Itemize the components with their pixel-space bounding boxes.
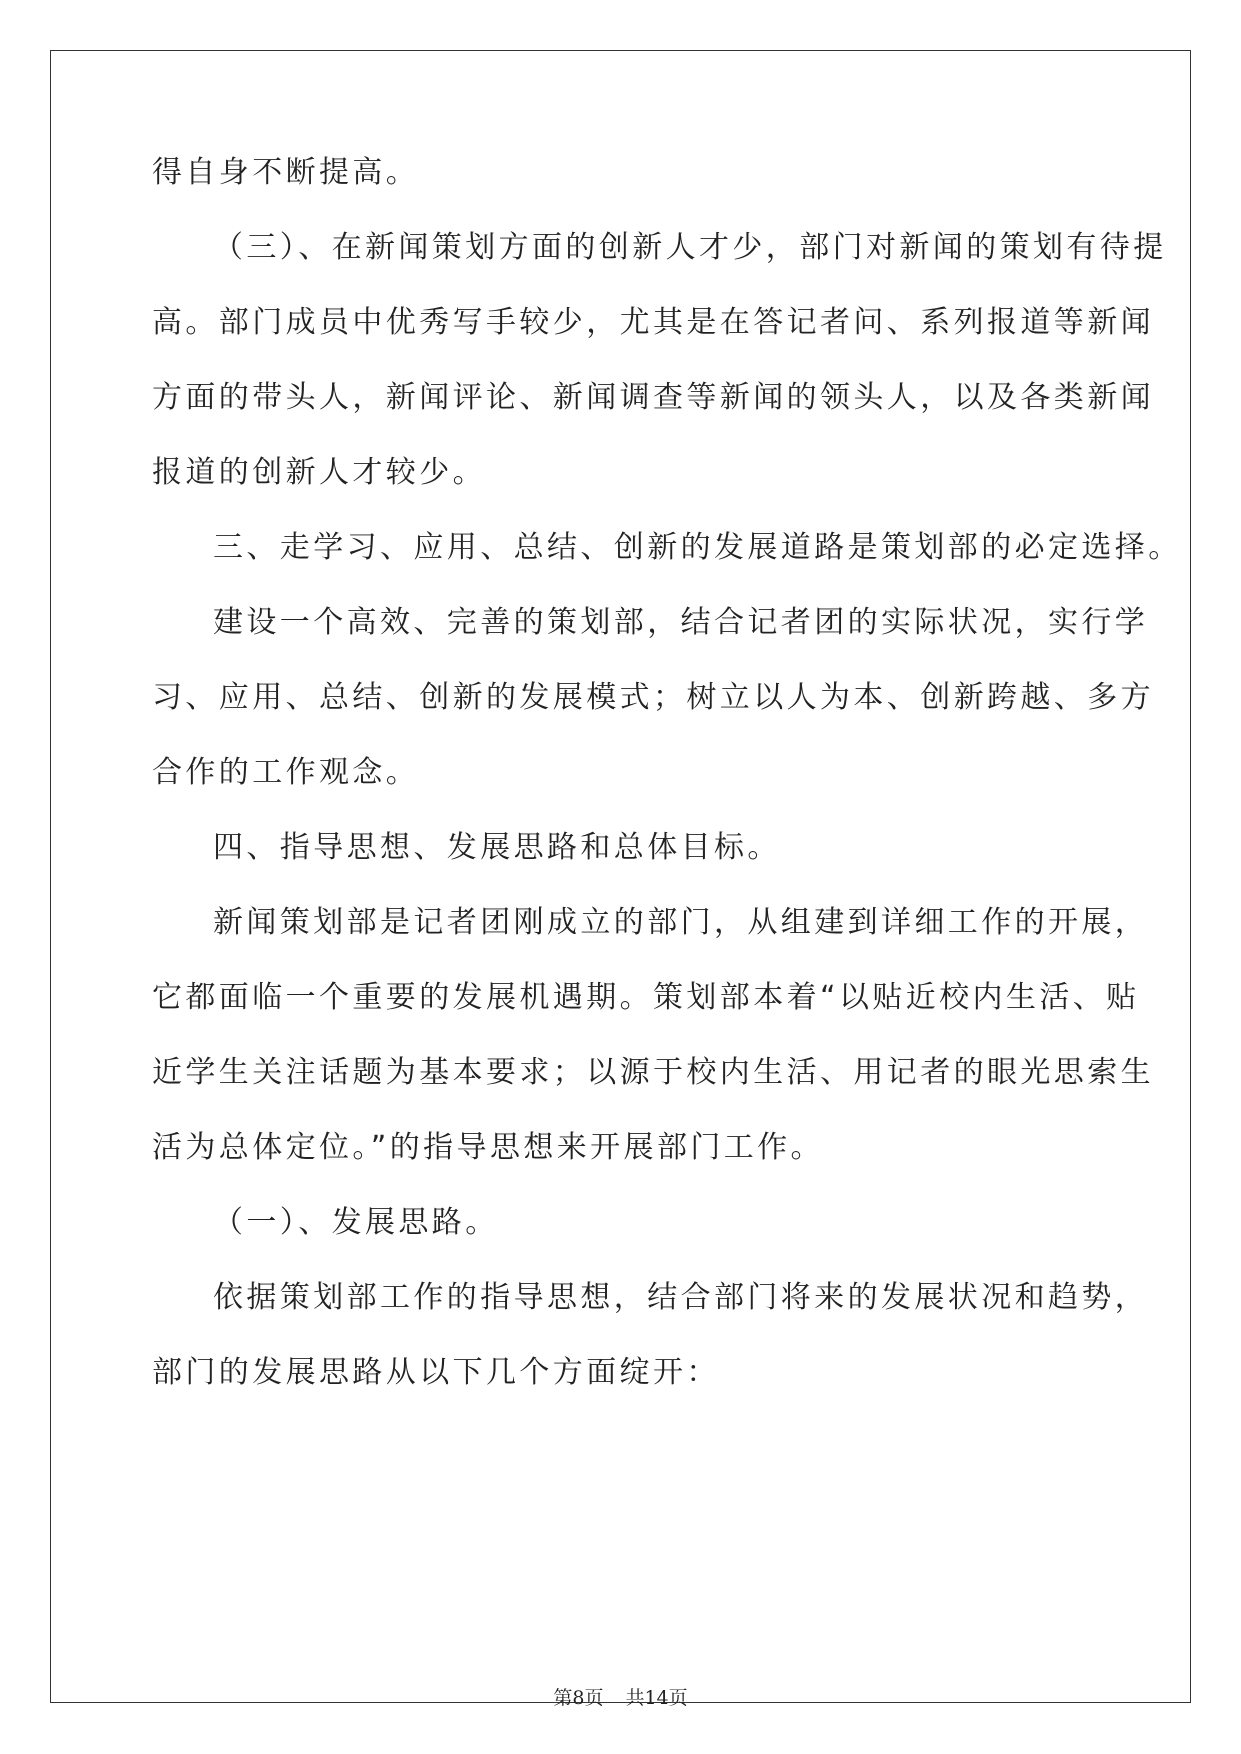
- text-line: 三、走学习、应用、总结、创新的发展道路是策划部的必定选择。: [213, 530, 1182, 565]
- text-line: 活为总体定位。”的指导思想来开展部门工作。: [152, 1130, 824, 1165]
- text-line: 高。部门成员中优秀写手较少，尤其是在答记者问、系列报道等新闻: [152, 305, 1154, 340]
- text-line: 建设一个高效、完善的策划部，结合记者团的实际状况，实行学: [213, 605, 1149, 640]
- text-line: 得自身不断提高。: [152, 155, 420, 190]
- text-line: 近学生关注话题为基本要求；以源于校内生活、用记者的眼光思索生: [152, 1055, 1154, 1090]
- text-line: （三）、在新闻策划方面的创新人才少，部门对新闻的策划有待提: [213, 230, 1167, 265]
- text-line: 报道的创新人才较少。: [152, 455, 486, 490]
- text-line: 方面的带头人，新闻评论、新闻调查等新闻的领头人，以及各类新闻: [152, 380, 1154, 415]
- page-footer: [0, 1686, 1241, 1710]
- page-number: 第8页: [553, 1687, 604, 1709]
- text-line: 新闻策划部是记者团刚成立的部门，从组建到详细工作的开展，: [213, 905, 1149, 940]
- text-line: 四、指导思想、发展思路和总体目标。: [213, 830, 781, 865]
- text-line: 部门的发展思路从以下几个方面绽开：: [152, 1355, 720, 1390]
- text-line: 依据策划部工作的指导思想，结合部门将来的发展状况和趋势，: [213, 1280, 1149, 1315]
- text-line: （一）、发展思路。: [213, 1205, 499, 1240]
- page-border: [50, 50, 1191, 1703]
- text-line: 习、应用、总结、创新的发展模式；树立以人为本、创新跨越、多方: [152, 680, 1154, 715]
- text-line: 它都面临一个重要的发展机遇期。策划部本着“以贴近校内生活、贴: [152, 980, 1140, 1015]
- page-total: 共14页: [625, 1687, 688, 1709]
- text-line: 合作的工作观念。: [152, 755, 420, 790]
